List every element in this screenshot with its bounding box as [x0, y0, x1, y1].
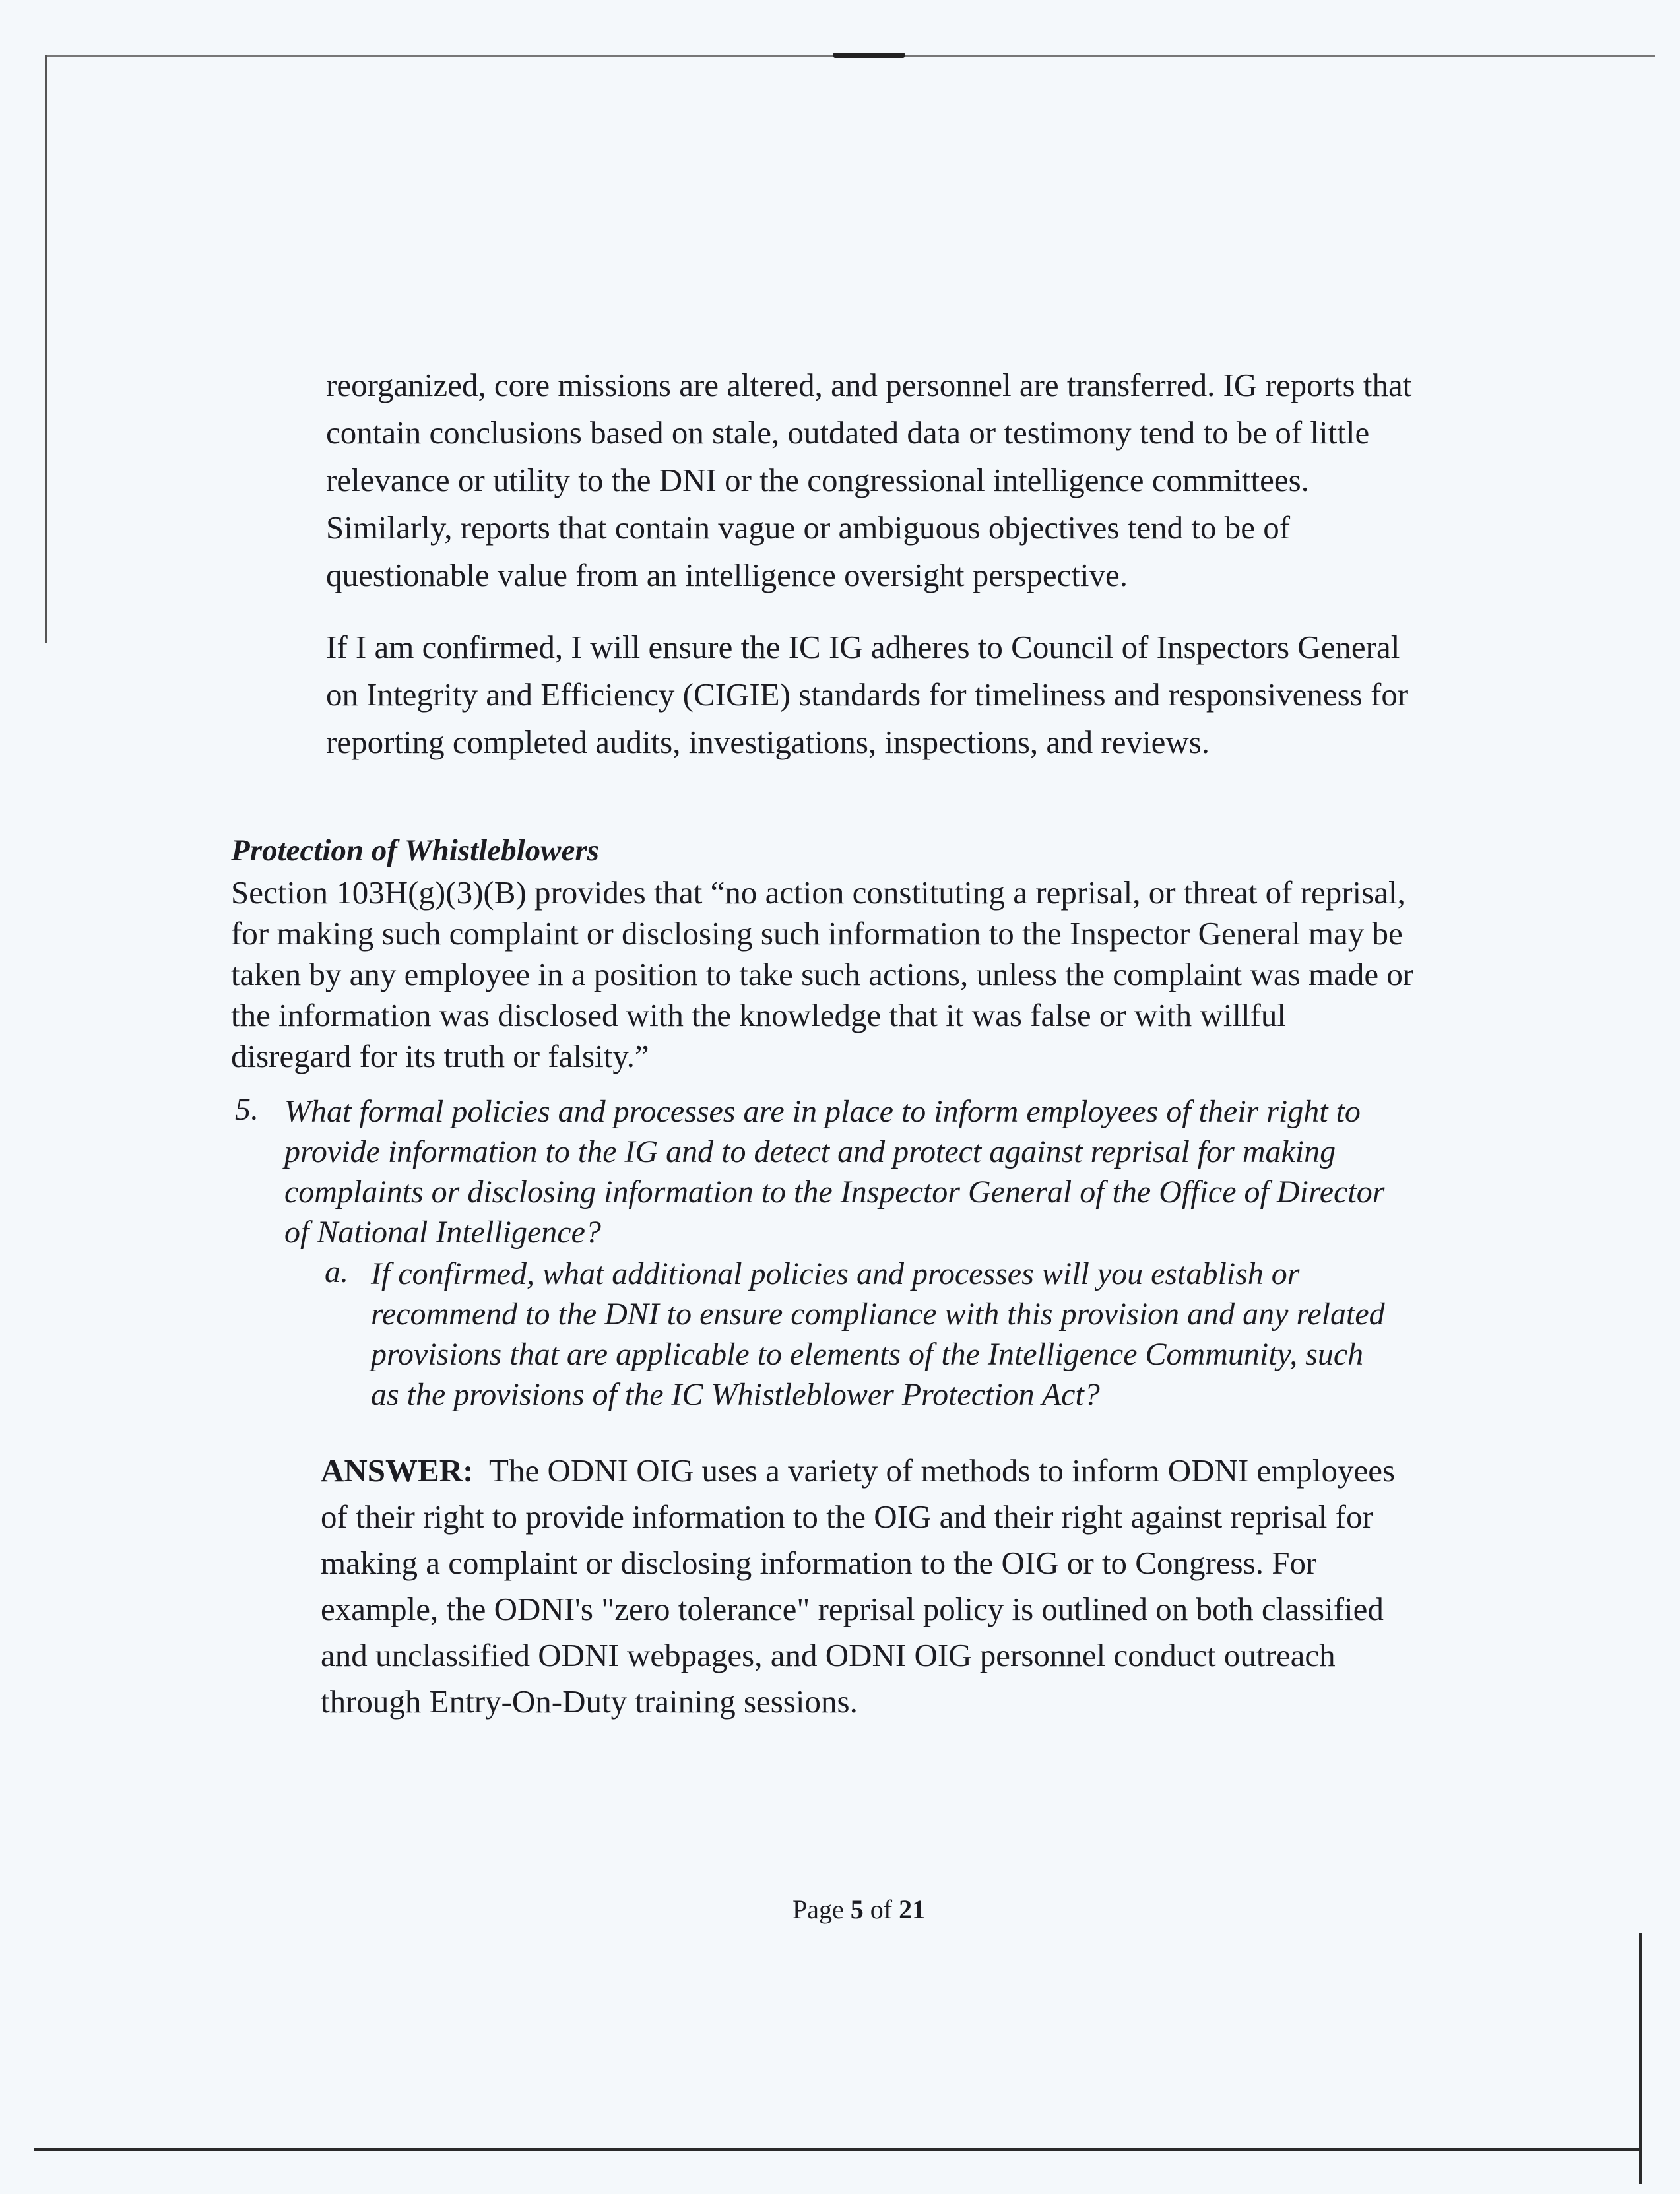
text-line: the information was disclosed with the knowledge that it was false or with willful	[231, 997, 1286, 1033]
text-line: and unclassified ODNI webpages, and ODNI OIG personnel conduct outreach	[321, 1637, 1336, 1673]
text-line: of National Intelligence?	[284, 1215, 601, 1250]
text-line: complaints or disclosing information to the Inspector General of the Office of Director	[284, 1175, 1385, 1210]
text-line: If I am confirmed, I will ensure the IC IG adheres to Council of Inspectors General	[326, 629, 1400, 665]
text-line: Similarly, reports that contain vague or ambiguous objectives tend to be of	[326, 509, 1291, 546]
text-line: taken by any employee in a position to take such actions, unless the complaint was made or	[231, 956, 1414, 992]
question-5	[284, 1091, 1384, 1252]
text-line: example, the ODNI's "zero tolerance" reprisal policy is outlined on both classified	[321, 1591, 1384, 1627]
text-line: for making such complaint or disclosing such information to the Inspector General may be	[231, 915, 1403, 952]
current-page: 5	[850, 1894, 864, 1924]
answer-label: ANSWER:	[321, 1452, 474, 1489]
total-pages: 21	[899, 1894, 926, 1924]
page-of: of	[863, 1894, 899, 1924]
text-line: questionable value from an intelligence oversight perspective.	[326, 557, 1128, 593]
scan-border-right	[1639, 1933, 1642, 2184]
text-line: as the provisions of the IC Whistleblower Protection Act?	[371, 1377, 1100, 1412]
text-line: on Integrity and Efficiency (CIGIE) standards for timeliness and responsiveness for	[326, 676, 1409, 713]
text-line: through Entry-On-Duty training sessions.	[321, 1683, 858, 1720]
question-5a	[371, 1254, 1385, 1415]
text-line: reporting completed audits, investigations, inspections, and reviews.	[326, 724, 1210, 760]
text-line: The ODNI OIG uses a variety of methods to inform ODNI employees	[473, 1452, 1396, 1489]
answer-first-line	[321, 1448, 1395, 1494]
text-line: relevance or utility to the DNI or the congressional intelligence committees.	[326, 462, 1309, 498]
paragraph-timeliness	[326, 362, 1411, 599]
scan-border-left	[45, 55, 47, 643]
text-line: making a complaint or disclosing information to the OIG or to Congress. For	[321, 1545, 1317, 1581]
page-prefix: Page	[792, 1894, 851, 1924]
text-line: Section 103H(g)(3)(B) provides that “no action constituting a reprisal, or threat of reprisal,	[231, 874, 1405, 911]
question-5-number: 5.	[235, 1092, 259, 1127]
text-line: contain conclusions based on stale, outdated data or testimony tend to be of little	[326, 414, 1370, 451]
answer	[321, 1448, 1395, 1725]
section-heading: Protection of Whistleblowers	[231, 833, 599, 868]
scan-mark-top	[833, 53, 905, 58]
scan-border-bottom	[34, 2148, 1640, 2151]
section-text	[231, 872, 1413, 1077]
text-line: What formal policies and processes are in place to inform employees of their right to	[284, 1094, 1361, 1129]
paragraph-cigie	[326, 624, 1408, 766]
text-line: reorganized, core missions are altered, and personnel are transferred. IG reports that	[326, 367, 1412, 403]
text-line: disregard for its truth or falsity.”	[231, 1038, 649, 1074]
page-number	[792, 1894, 925, 1925]
text-line: recommend to the DNI to ensure compliance with this provision and any related	[371, 1297, 1385, 1332]
text-line: provisions that are applicable to elements of the Intelligence Community, such	[371, 1337, 1364, 1372]
question-5a-letter: a.	[325, 1254, 348, 1289]
text-line: If confirmed, what additional policies and processes will you establish or	[371, 1256, 1300, 1291]
text-line: provide information to the IG and to detect and protect against reprisal for making	[284, 1134, 1336, 1169]
text-line: of their right to provide information to the OIG and their right against reprisal for	[321, 1499, 1373, 1535]
